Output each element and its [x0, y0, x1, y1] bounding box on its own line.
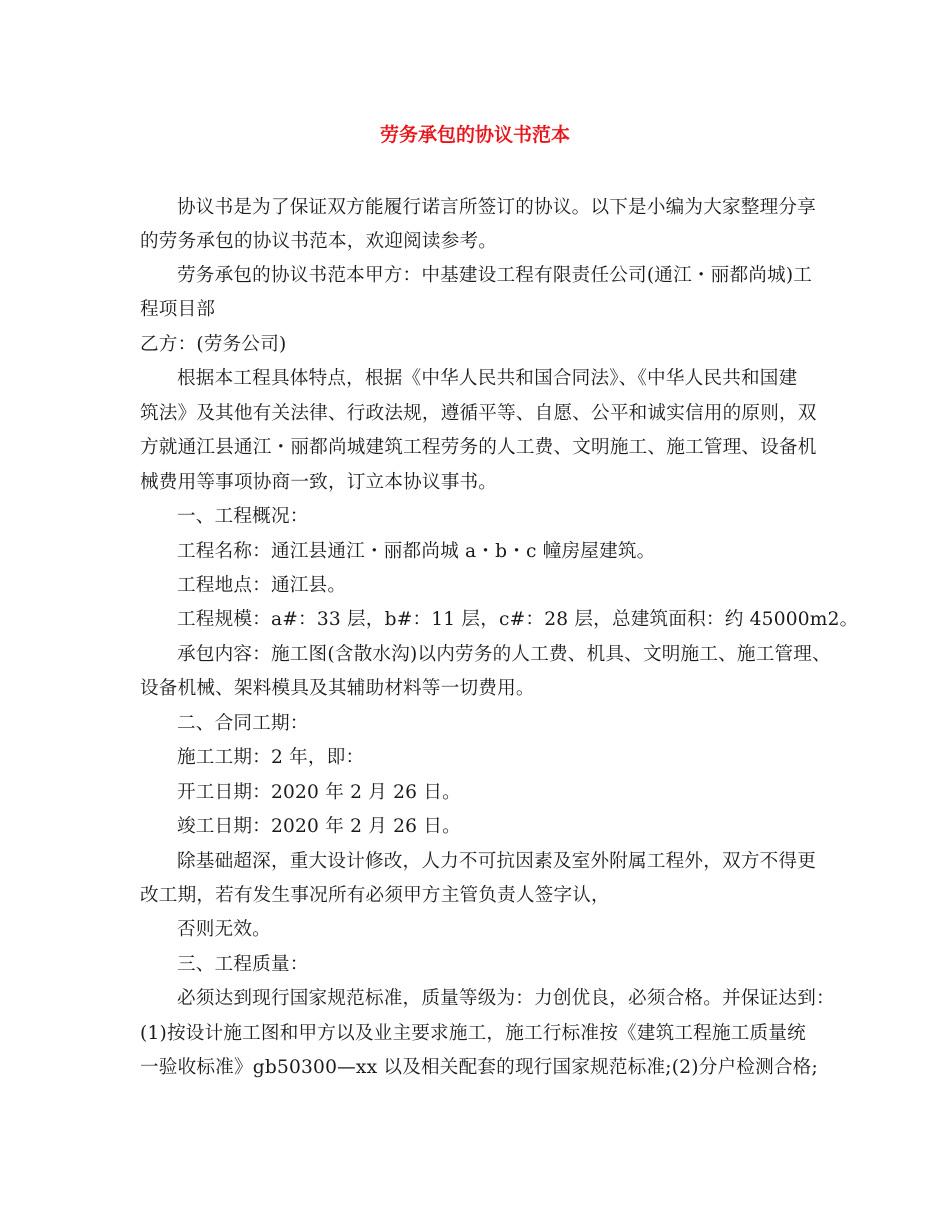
paragraph-line: 施工工期：2 年，即： [177, 747, 365, 768]
section-heading: 三、工程质量： [177, 954, 309, 975]
paragraph-line: 工程名称：通江县通江・丽都尚城 a・b・c 幢房屋建筑。 [177, 541, 656, 562]
paragraph-line: 劳务承包的协议书范本甲方：中基建设工程有限责任公司(通江・丽都尚城)工 [177, 265, 813, 286]
paragraph-line: 设备机械、架料模具及其辅助材料等一切费用。 [140, 678, 535, 699]
paragraph-line: 开工日期：2020 年 2 月 26 日。 [177, 782, 461, 803]
paragraph-line: 一验收标准》gb50300—xx 以及相关配套的现行国家规范标准;(2)分户检测合格; [140, 1057, 818, 1078]
paragraph-line: (1)按设计施工图和甲方以及业主要求施工，施工行标准按《建筑工程施工质量统 [140, 1023, 806, 1044]
paragraph-line: 除基础超深，重大设计修改，人力不可抗因素及室外附属工程外，双方不得更 [177, 851, 816, 872]
section-heading: 二、合同工期： [177, 713, 309, 734]
document-title: 劳务承包的协议书范本 [379, 124, 570, 146]
paragraph-line: 程项目部 [140, 299, 216, 320]
paragraph-line: 械费用等事项协商一致，订立本协议事书。 [140, 472, 498, 493]
paragraph-line: 筑法》及其他有关法律、行政法规，遵循平等、自愿、公平和诚实信用的原则，双 [140, 403, 817, 424]
paragraph-line: 承包内容：施工图(含散水沟)以内劳务的人工费、机具、文明施工、施工管理、 [177, 644, 831, 665]
paragraph-line: 的劳务承包的协议书范本，欢迎阅读参考。 [140, 231, 498, 252]
paragraph-line: 工程规模：a#：33 层，b#：11 层，c#：28 层，总建筑面积：约 45000m2。 [177, 609, 859, 630]
paragraph-line: 方就通江县通江・丽都尚城建筑工程劳务的人工费、文明施工、施工管理、设备机 [140, 437, 817, 458]
paragraph-line: 根据本工程具体特点，根据《中华人民共和国合同法》、《中华人民共和国建 [177, 368, 798, 389]
paragraph-line: 竣工日期：2020 年 2 月 26 日。 [177, 816, 461, 837]
section-heading: 一、工程概况： [177, 506, 309, 527]
paragraph-line: 改工期，若有发生事况所有必须甲方主管负责人签字认， [140, 885, 610, 906]
paragraph-line: 协议书是为了保证双方能履行诺言所签订的协议。以下是小编为大家整理分享 [177, 197, 816, 218]
paragraph-line: 工程地点：通江县。 [177, 575, 347, 596]
paragraph-line: 必须达到现行国家规范标准，质量等级为：力创优良，必须合格。并保证达到： [177, 988, 835, 1009]
paragraph-line: 乙方：(劳务公司) [140, 334, 287, 355]
paragraph-line: 否则无效。 [177, 919, 271, 940]
